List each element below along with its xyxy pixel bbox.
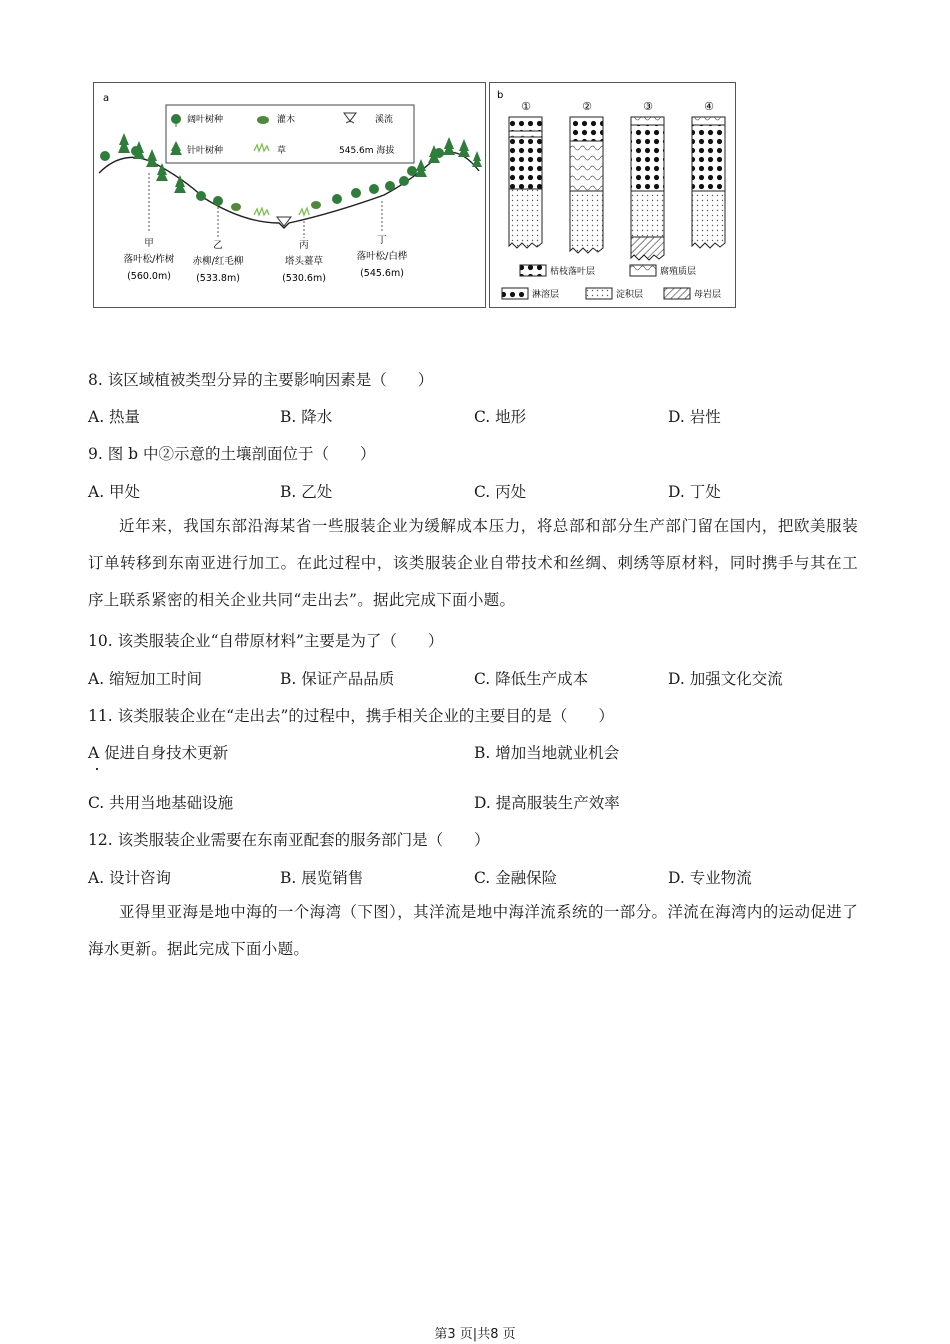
legend-parent-label: 母岩层 (694, 290, 722, 300)
legend-litter-label: 枯枝落叶层 (550, 267, 596, 277)
legend-broadleaf-label: 阔叶树种 (187, 115, 224, 125)
soil-profile-3 (631, 117, 664, 260)
panel-label-a: a (103, 93, 110, 104)
panel-label-b: b (497, 90, 504, 101)
question-11-stem: 11. 该类服装企业在“走出去”的过程中，携手相关企业的主要目的是（ ） (88, 707, 614, 725)
legend-elevation-label: 545.6m 海拔 (339, 146, 395, 156)
site-ding-name: 丁 (377, 235, 387, 246)
stray-dot (96, 768, 98, 770)
site-leader-lines (149, 173, 382, 238)
question-8-option-d[interactable]: D. 岩性 (668, 408, 721, 426)
conifer-trees-right (407, 137, 482, 177)
valley-vegetation (196, 176, 409, 215)
question-8-stem: 8. 该区域植被类型分异的主要影响因素是（ ） (88, 371, 434, 389)
legend-shrub-label: 灌木 (277, 115, 296, 125)
question-12-option-b[interactable]: B. 展览销售 (280, 869, 364, 887)
shrub-icon (257, 116, 269, 124)
legend-eluvial-swatch (502, 288, 528, 299)
terrain-profile-diagram (94, 83, 485, 307)
question-8-option-a[interactable]: A. 热量 (88, 408, 141, 426)
question-9-stem: 9. 图 b 中②示意的土壤剖面位于（ ） (88, 445, 376, 463)
question-9-option-d[interactable]: D. 丁处 (668, 483, 721, 501)
legend-deposit-swatch (586, 288, 612, 299)
site-bing-name: 丙 (299, 240, 309, 251)
question-8-option-c[interactable]: C. 地形 (474, 408, 527, 426)
soil-profile-4 (692, 117, 725, 248)
question-11-option-d[interactable]: D. 提高服装生产效率 (474, 794, 620, 812)
legend-eluvial-label: 淋溶层 (532, 290, 560, 300)
soil-profile-2 (570, 117, 603, 253)
legend-conifer-label: 针叶树种 (187, 146, 224, 156)
question-12-stem: 12. 该类服装企业需要在东南亚配套的服务部门是（ ） (88, 831, 490, 849)
profile-2-label: ② (582, 100, 592, 113)
legend-litter-swatch (520, 265, 546, 276)
legend-parent-swatch (664, 288, 690, 299)
question-9-option-a[interactable]: A. 甲处 (88, 483, 141, 501)
question-10-option-d[interactable]: D. 加强文化交流 (668, 670, 783, 688)
legend-humus-swatch (630, 265, 656, 276)
soil-profile-diagram (490, 83, 735, 307)
passage-clothing-industry: 近年来，我国东部沿海某省一些服装企业为缓解成本压力，将总部和部分生产部门留在国内，把欧美服装订单转移到东南亚进行加工。在此过程中，该类服装企业自带技术和丝绸、刺绣等原材料，同时携手与其在工序上联系紧密的相关企业共同“走出去”。据此完成下面小题。 (88, 517, 858, 609)
site-bing-vegetation: 塔头薹草 (284, 256, 324, 267)
profile-3-label: ③ (643, 100, 653, 113)
legend-deposit-label: 淀积层 (616, 290, 644, 300)
question-12-option-a[interactable]: A. 设计咨询 (88, 869, 172, 887)
question-10-option-b[interactable]: B. 保证产品品质 (280, 670, 395, 688)
site-ding-elevation: (545.6m) (360, 268, 404, 279)
site-yi-vegetation: 赤柳/红毛柳 (192, 256, 244, 267)
site-ding-vegetation: 落叶松/白桦 (356, 251, 408, 262)
question-11-option-c[interactable]: C. 共用当地基础设施 (88, 794, 234, 812)
page-footer: 第3 页|共8 页 (434, 1327, 516, 1342)
question-10-option-c[interactable]: C. 降低生产成本 (474, 670, 589, 688)
stream-symbol (277, 217, 291, 226)
legend-stream-label: 溪流 (375, 115, 394, 125)
question-10-stem: 10. 该类服装企业“自带原材料”主要是为了（ ） (88, 632, 444, 650)
question-12-option-d[interactable]: D. 专业物流 (668, 869, 752, 887)
site-jia-vegetation: 落叶松/柞树 (123, 254, 175, 265)
site-bing-elevation: (530.6m) (282, 273, 326, 284)
figure-a (93, 82, 486, 308)
legend-humus-label: 腐殖质层 (660, 267, 697, 277)
profile-4-label: ④ (704, 100, 714, 113)
question-11-option-b[interactable]: B. 增加当地就业机会 (474, 744, 620, 762)
soil-profile-1 (509, 117, 542, 248)
question-9-option-b[interactable]: B. 乙处 (280, 483, 333, 501)
question-9-option-c[interactable]: C. 丙处 (474, 483, 527, 501)
question-11-option-a[interactable]: A 促进自身技术更新 (88, 744, 229, 762)
figure-b (489, 82, 736, 308)
site-yi-elevation: (533.8m) (196, 273, 240, 284)
site-yi-name: 乙 (213, 240, 223, 251)
site-jia-name: 甲 (144, 238, 154, 249)
question-12-option-c[interactable]: C. 金融保险 (474, 869, 558, 887)
legend-grass-label: 草 (277, 146, 287, 156)
profile-1-label: ① (521, 100, 531, 113)
question-8-option-b[interactable]: B. 降水 (280, 408, 333, 426)
question-10-option-a[interactable]: A. 缩短加工时间 (88, 670, 203, 688)
site-jia-elevation: (560.0m) (127, 271, 171, 282)
passage-adriatic-sea: 亚得里亚海是地中海的一个海湾（下图），其洋流是地中海洋流系统的一部分。洋流在海湾内的运动促进了海水更新。据此完成下面小题。 (88, 903, 858, 958)
